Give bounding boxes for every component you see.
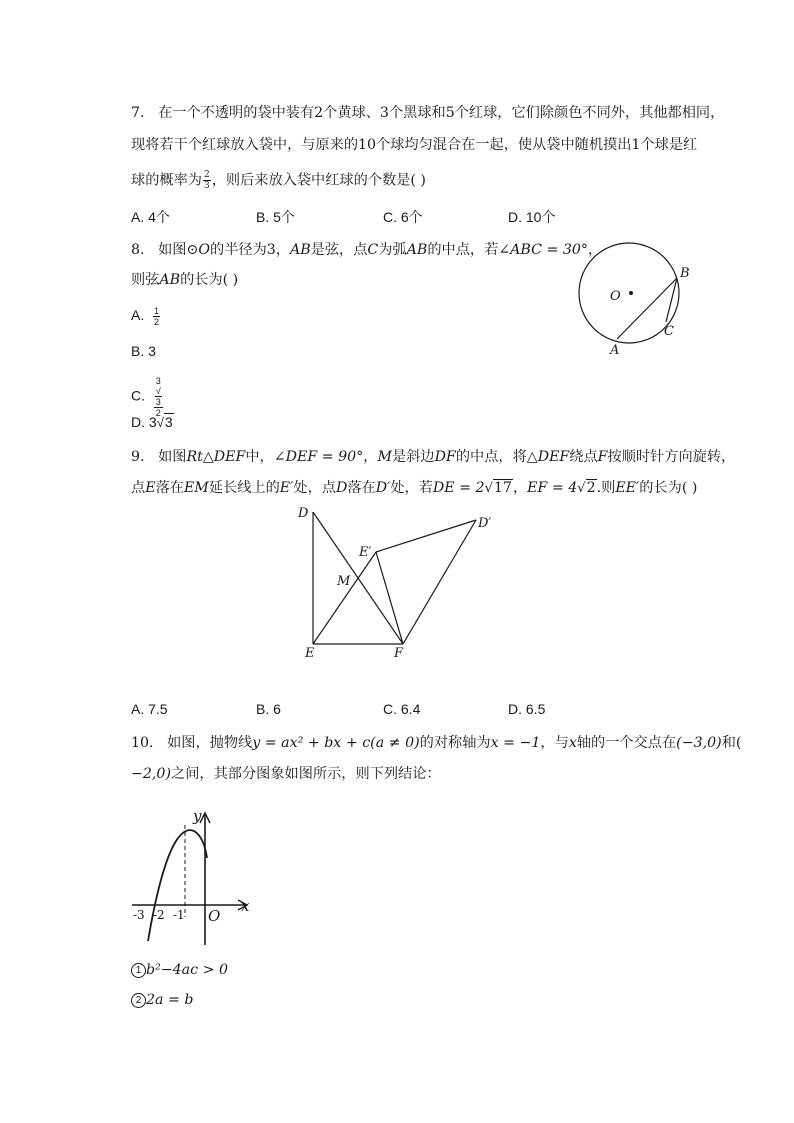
q8-option-d-rad: 3 [164,414,173,430]
q9-df: DF [434,449,456,465]
q10-axis: x = −1 [490,735,541,751]
label-b: B [680,266,690,281]
circled-number-1: 1 [131,963,146,978]
q9-dp: D′ [375,480,391,496]
q8-text-1f: ， [588,242,603,258]
q10-line1 [131,733,741,753]
q7-text-2: 现将若干个红球放入袋中，与原来的10个球均匀混合在一起，使从袋中随机摸出1个球是红 [131,137,698,153]
label-x: x [241,897,250,915]
q7-option-c: C. 6个 [383,209,423,225]
q10-p1: (−3,0) [676,735,722,751]
q9-line1 [131,447,735,467]
q8-text-1c: 是弦，点 [310,242,368,258]
q10-parabola-figure [128,805,258,950]
q9-line2: 点E落在EM延长线上的E′处，点D落在D′处，若DE = 2√17，EF = 4√2.则EE′的长为( ) [131,480,698,496]
q8-option-a-num: 1 [154,306,160,316]
label-e: E [305,646,315,661]
q9-text-2d: 处，点 [293,480,336,496]
label-origin: O [208,907,221,925]
q10-text-1d: 轴的一个交点在 [576,735,677,751]
q9-ef: EF = 4 [527,480,578,496]
q8-option-a [131,306,161,327]
q7-line1 [131,103,724,123]
q7-text-3b: ，则后来放入袋中红球的个数是( ) [211,172,426,189]
q9-text-2b: 落在 [155,480,184,496]
q10-text-2b: 之间，其部分图象如图所示，则下列结论： [171,766,441,782]
q8-var-c: C [367,242,379,258]
label-dp: D′ [478,516,492,531]
q7-line2 [131,135,697,155]
q9-option-c: C. 6.4 [383,701,421,717]
q9-tri: △ [202,449,214,465]
q9-text-1d: 是斜边 [392,449,435,465]
tick-minus1: -1 [173,908,185,922]
q8-option-a-frac [153,306,160,327]
label-y: y [193,807,202,825]
q8-text-1d: 为弧 [378,242,407,258]
q7-option-a: A. 4个 [131,209,170,225]
q8-option-c-rad: 3 [155,397,161,407]
circled-number-2: 2 [131,993,146,1008]
q8-text-1a: 如图 [158,242,187,258]
q9-de: DE = 2 [432,480,485,496]
q8-option-d: D. 3√3 [131,414,173,430]
q9-text-2a: 点 [131,480,146,496]
q10-line2 [131,764,441,784]
q7-number: 7. [131,105,145,121]
q9-text-2f: 处，若 [390,480,433,496]
q10-conclusion-2-expr: 2a = b [146,992,194,1008]
q8-option-a-den: 2 [154,317,160,327]
q8-option-b: B. 3 [131,343,156,359]
q7-text-1: 在一个不透明的袋中装有2个黄球、3个黑球和5个红球，它们除颜色不同外，其他都相同， [158,105,725,121]
q8-text-2b: 的长为( ) [180,272,239,288]
q8-option-c-label: C. [131,387,145,404]
q9-text-1g: 按顺时针方向旋转， [607,449,736,465]
q10-text-2a: −2,0) [131,766,171,782]
tick-minus2: -2 [153,908,165,922]
label-f: F [394,646,404,661]
q9-em: EM [183,480,209,496]
label-o: O [610,289,621,304]
q9-text-2g: ， [512,480,528,496]
q8-var-ab2: AB [406,242,428,258]
q9-option-a: A. 7.5 [131,701,168,717]
q10-x: x [568,735,577,751]
q9-option-b: B. 6 [256,701,281,717]
seg-eep [313,552,376,644]
q8-circle-figure [570,240,700,360]
label-c: C [664,324,674,339]
q10-text-1c: ，与 [540,735,569,751]
q9-text-2i: 的长为( ) [639,480,698,496]
q9-angle: ∠DEF = 90° [273,449,364,465]
q8-var-ab3: AB [159,272,181,288]
q10-equation: y = ax² + bx + c(a ≠ 0) [252,735,420,751]
seg-epdp [376,520,476,552]
tick-minus3: -3 [133,908,145,922]
q9-rt: Rt [186,449,203,465]
q8-text-1e: 的中点，若 [427,242,499,258]
q8-option-c-frac [154,376,163,418]
q7-frac-den: 3 [203,181,210,191]
q9-text-1a: 如图 [158,449,187,465]
q8-line2 [131,270,238,290]
q8-number: 8. [131,242,145,258]
q10-text-1e: 和( [721,735,742,751]
q7-option-d: D. 10个 [508,209,556,225]
q10-conclusion-1 [131,960,228,980]
q7-option-b: B. 5个 [256,209,295,225]
q10-conclusion-2 [131,990,193,1010]
q9-ef-rad: 2 [586,480,596,496]
q8-option-c-coef: 3 [155,376,161,386]
q9-triangle-figure [295,500,515,665]
q8-option-c-den: 2 [155,408,161,418]
q8-var-ab: AB [289,242,311,258]
q9-text-1f: 绕点 [569,449,598,465]
seg-epf [376,552,403,644]
q8-option-c [131,376,164,418]
chord-bc [666,278,677,322]
q7-fraction [203,170,211,191]
q9-e: E [145,480,156,496]
q7-line3 [131,170,426,191]
q9-f: F [597,449,608,465]
label-d: D [298,506,309,521]
label-a: A [610,343,620,358]
label-ep: E′ [359,545,372,560]
q8-option-c-num: 3 √ 3 [155,376,161,407]
q9-de-rad: 17 [493,480,512,496]
q8-option-a-label: A. [131,307,145,324]
parabola-curve [148,830,207,941]
q9-number: 9. [131,449,145,465]
q8-line1 [131,240,602,260]
q9-tri2: △ [526,449,538,465]
q7-frac-num: 2 [203,170,210,180]
q8-text-1b: 的半径为3， [210,242,290,258]
seg-dpf [403,520,476,644]
center-dot [629,291,633,295]
q10-number: 10. [131,735,154,751]
q9-text-2e: 落在 [347,480,376,496]
q10-text-1b: 的对称轴为 [419,735,491,751]
q8-text-2a: 则弦 [131,272,160,288]
q8-var-o: O [198,242,210,258]
q9-m: M [377,449,393,465]
q9-def: DEF [213,449,246,465]
q10-text-1a: 如图，抛物线 [167,735,253,751]
q7-text-3a: 球的概率为 [131,172,202,189]
q9-eep: EE′ [615,480,640,496]
q9-ep: E′ [279,480,294,496]
q9-text-2h: .则 [596,480,616,496]
q9-def2: DEF [537,449,570,465]
q9-option-d: D. 6.5 [508,701,546,717]
q8-option-d-label: D. 3 [131,414,157,430]
q9-text-1e: 的中点，将 [455,449,527,465]
q10-conclusion-1-expr: b²−4ac > 0 [146,962,229,978]
q9-d: D [335,480,348,496]
label-m: M [337,574,351,589]
q8-angle: ∠ABC = 30° [498,242,589,258]
q9-text-1c: ， [363,449,378,465]
q9-text-2c: 延长线上的 [208,480,280,496]
circle-symbol: ⊙ [186,242,199,258]
q9-text-1b: 中， [245,449,274,465]
